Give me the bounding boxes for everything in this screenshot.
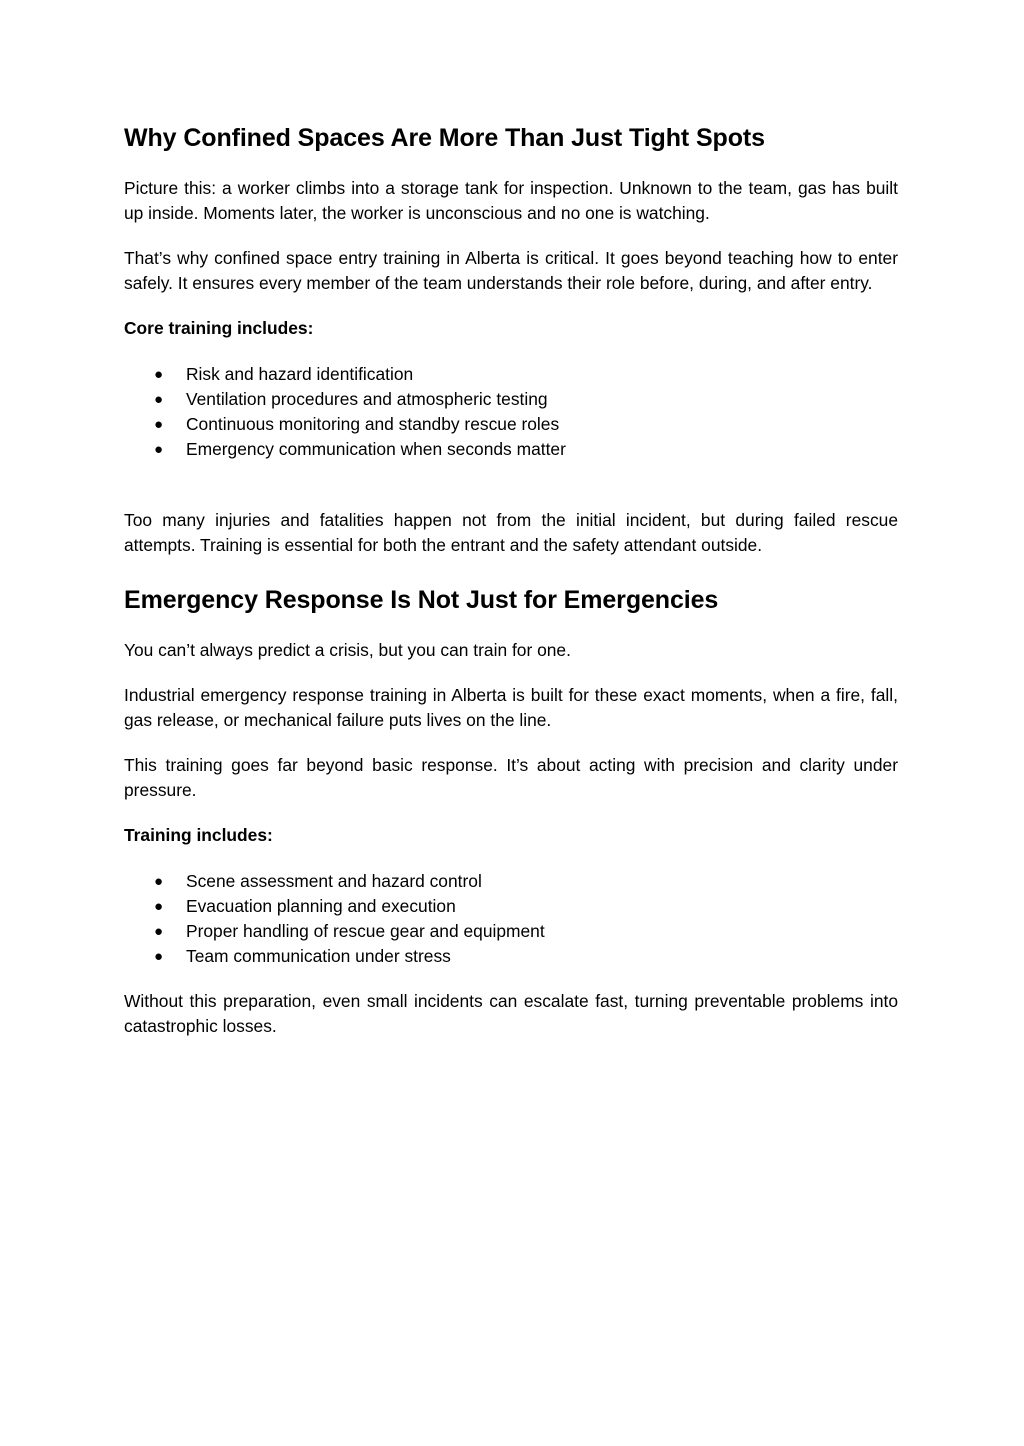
list-item: [124, 944, 898, 969]
list-item-text: Scene assessment and hazard control: [186, 871, 482, 891]
list-item: [124, 919, 898, 944]
list-item: [124, 437, 898, 462]
list-item: [124, 387, 898, 412]
list-item: [124, 894, 898, 919]
bullet-icon: ●: [154, 366, 164, 383]
list-item-text: Proper handling of rescue gear and equipment: [186, 921, 545, 941]
list-item: [124, 362, 898, 387]
section-confined-spaces: [124, 120, 898, 558]
list-label: Training includes:: [124, 825, 273, 845]
paragraph: This training goes far beyond basic response. It’s about acting with precision and clarity under pressure.: [124, 755, 898, 800]
list-item-text: Evacuation planning and execution: [186, 896, 456, 916]
bullet-list: [124, 362, 898, 462]
bullet-list: [124, 869, 898, 969]
list-item: [124, 869, 898, 894]
section-heading: Why Confined Spaces Are More Than Just Tight Spots: [124, 124, 765, 152]
list-item-text: Continuous monitoring and standby rescue roles: [186, 414, 560, 434]
bullet-icon: ●: [154, 416, 164, 433]
bullet-icon: ●: [154, 898, 164, 915]
paragraph: Picture this: a worker climbs into a storage tank for inspection. Unknown to the team, gas has built up inside. Moments later, the worker is unconscious and no one is watching.: [124, 178, 898, 223]
list-item-text: Team communication under stress: [186, 946, 451, 966]
paragraph: Without this preparation, even small incidents can escalate fast, turning preventable problems into catastrophic losses.: [124, 991, 898, 1036]
paragraph: Too many injuries and fatalities happen not from the initial incident, but during failed rescue attempts. Training is essential for both the entrant and the safety attendant outside.: [124, 510, 898, 555]
bullet-icon: ●: [154, 873, 164, 890]
document-page: [124, 120, 898, 1039]
list-item-text: Emergency communication when seconds matter: [186, 439, 566, 459]
bullet-icon: ●: [154, 391, 164, 408]
bullet-icon: ●: [154, 441, 164, 458]
list-item: [124, 412, 898, 437]
paragraph: That’s why confined space entry training in Alberta is critical. It goes beyond teaching how to enter safely. It ensures every member of the team understands their role before, during, and after entry.: [124, 248, 898, 293]
list-label: Core training includes:: [124, 318, 314, 338]
list-item-text: Risk and hazard identification: [186, 364, 414, 384]
list-item-text: Ventilation procedures and atmospheric testing: [186, 389, 548, 409]
section-heading: Emergency Response Is Not Just for Emergencies: [124, 586, 719, 614]
paragraph: You can’t always predict a crisis, but you can train for one.: [124, 640, 571, 660]
bullet-icon: ●: [154, 948, 164, 965]
paragraph: Industrial emergency response training in Alberta is built for these exact moments, when a fire, fall, gas release, or mechanical failure puts lives on the line.: [124, 685, 898, 730]
bullet-icon: ●: [154, 923, 164, 940]
section-emergency-response: [124, 582, 898, 1039]
